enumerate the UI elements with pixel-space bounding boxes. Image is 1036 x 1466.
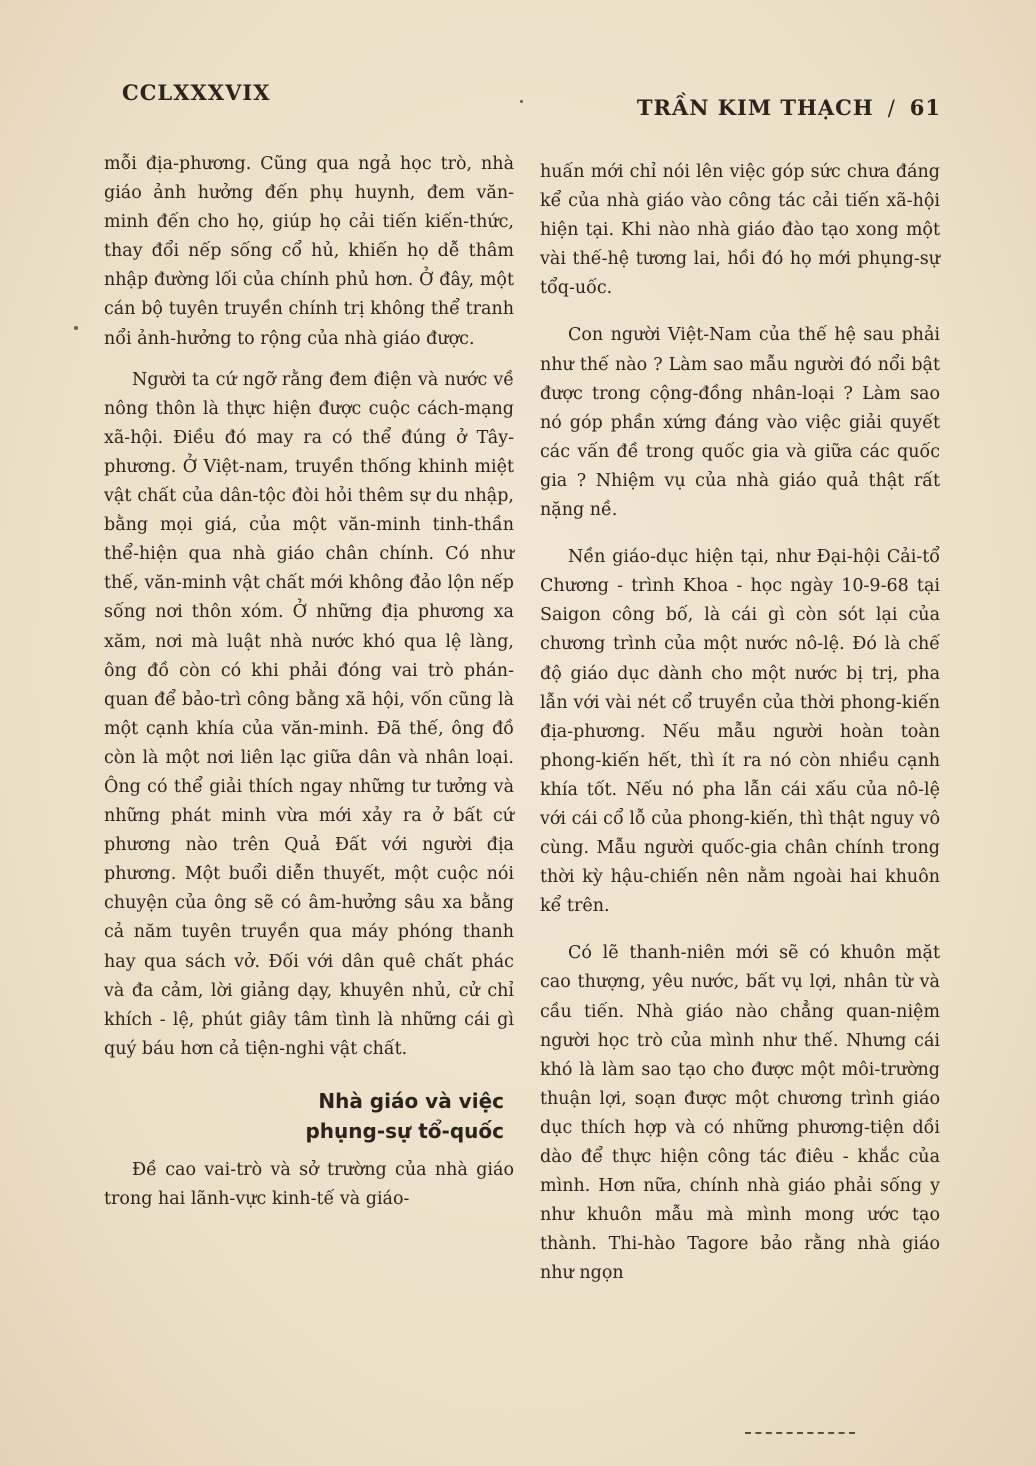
margin-mark [74, 326, 78, 330]
paragraph: Có lẽ thanh-niên mới sẽ có khuôn mặt cao thượng, yêu nước, bất vụ lợi, nhân từ và cầu tiến. Nhà giáo nào chẳng quan-niệm người học trò của mình như thế. Nhưng cái khó là làm sao tạo cho được một môi-trường thuận lợi, soạn được một chương trình giáo dục thích hợp và có những phương-tiện dồi dào để thực hiện công tác điêu - khắc của mình. Hơn nữa, chính nhà giáo phải sống y như khuôn mẫu mà mình mong ước tạo thành. Thi-hào Tagore bảo rằng nhà giáo như ngọn [540, 943, 940, 1284]
header-separator: / [887, 96, 896, 120]
paragraph: Con người Việt-Nam của thế hệ sau phải như thế nào ? Làm sao mẫu người đó nổi bật được trong cộng-đồng nhân-loại ? Làm sao nó góp phần xứng đáng vào việc giải quyết các vấn đề trong quốc gia và giữa các quốc gia ? Nhiệm vụ của nhà giáo quả thật rất nặng nề. [540, 325, 940, 521]
author-name: TRẦN KIM THẠCH [636, 95, 874, 120]
paragraph: Nền giáo-dục hiện tại, như Đại-hội Cải-tổ Chương - trình Khoa - học ngày 10-9-68 tại Saigon công bố, là cái gì còn sót lại của chương trình của một nước nô-lệ. Đó là chế độ giáo dục dành cho một nước bị trị, pha lẫn với vài nét cổ truyền của thời phong-kiến địa-phương. Nếu mẫu người hoàn toàn phong-kiến hết, thì ít ra nó còn nhiều cạnh khía tốt. Nếu nó pha lẫn cái xấu của nô-lệ với cái cổ lỗ của phong-kiến, thì thật nguy vô cùng. Mẫu người quốc-gia chân chính trong thời kỳ hậu-chiến nên nằm ngoài hai khuôn kể trên. [540, 547, 940, 917]
page-number: 61 [909, 95, 941, 120]
section-heading-line: phụng-sự tổ-quốc [305, 1118, 504, 1143]
page-code: CCLXXXVIX [122, 80, 271, 105]
section-heading [104, 1086, 514, 1146]
dashed-mark [745, 1432, 855, 1434]
running-header [637, 95, 941, 120]
paragraph: mỗi địa-phương. Cũng qua ngả học trò, nhà giáo ảnh hưởng đến phụ huynh, đem văn-minh đến cho họ, giúp họ cải tiến kiến-thức, thay đổi nếp sống cổ hủ, khiến họ dễ thâm nhập đường lối của chính phủ hơn. Ở đây, một cán bộ tuyên truyền chính trị không thể tranh nổi ảnh-hưởng to rộng của nhà giáo được. [104, 154, 514, 349]
margin-mark [520, 100, 523, 103]
right-column [540, 158, 940, 1288]
section-heading-line: Nhà giáo và việc [318, 1088, 504, 1113]
paragraph: Người ta cứ ngỡ rằng đem điện và nước về nông thôn là thực hiện được cuộc cách-mạng xã-hội. Điều đó may ra có thể đúng ở Tây-phương. Ở Việt-nam, truyền thống khinh miệt vật chất của dân-tộc đòi hỏi thêm sự du nhập, bằng mọi giá, của một văn-minh tinh-thần thể-hiện qua nhà giáo chân chính. Có như thế, văn-minh vật chất mới không đảo lộn nếp sống nơi thôn xóm. Ở những địa phương xa xăm, nơi mà luật nhà nước khó qua lệ làng, ông đồ còn có khi phải đóng vai trò phán-quan để bảo-trì công bằng xã hội, vốn cũng là một cạnh khía của văn-minh. Đã thế, ông đồ còn là một nơi liên lạc giữa dân và nhân loại. Ông có thể giải thích ngay những tư tưởng và những phát minh vừa mới xảy ra ở bất cứ phương nào trên Quả Đất với người địa phương. Một buổi diễn thuyết, một cuộc nói chuyện của ông sẽ có âm-hưởng sâu xa bằng cả năm tuyên truyền qua máy phóng thanh hay qua sách vở. Đối với dân quê chất phác và đa cảm, lời giảng dạy, khuyên nhủ, cử chỉ khích - lệ, phút giây tâm tình là những cái gì quý báu hơn cả tiện-nghi vật chất. [104, 369, 514, 1059]
paragraph: huấn mới chỉ nói lên việc góp sức chưa đáng kể của nhà giáo vào công tác cải tiến xã-hội hiện tại. Khi nào nhà giáo đào tạo xong một vài thế-hệ tương lai, hồi đó họ mới phụng-sự tổq-uốc. [540, 162, 940, 299]
paragraph: Đề cao vai-trò và sở trường của nhà giáo trong hai lãnh-vực kinh-tế và giáo- [104, 1159, 514, 1209]
left-column [104, 150, 514, 1214]
